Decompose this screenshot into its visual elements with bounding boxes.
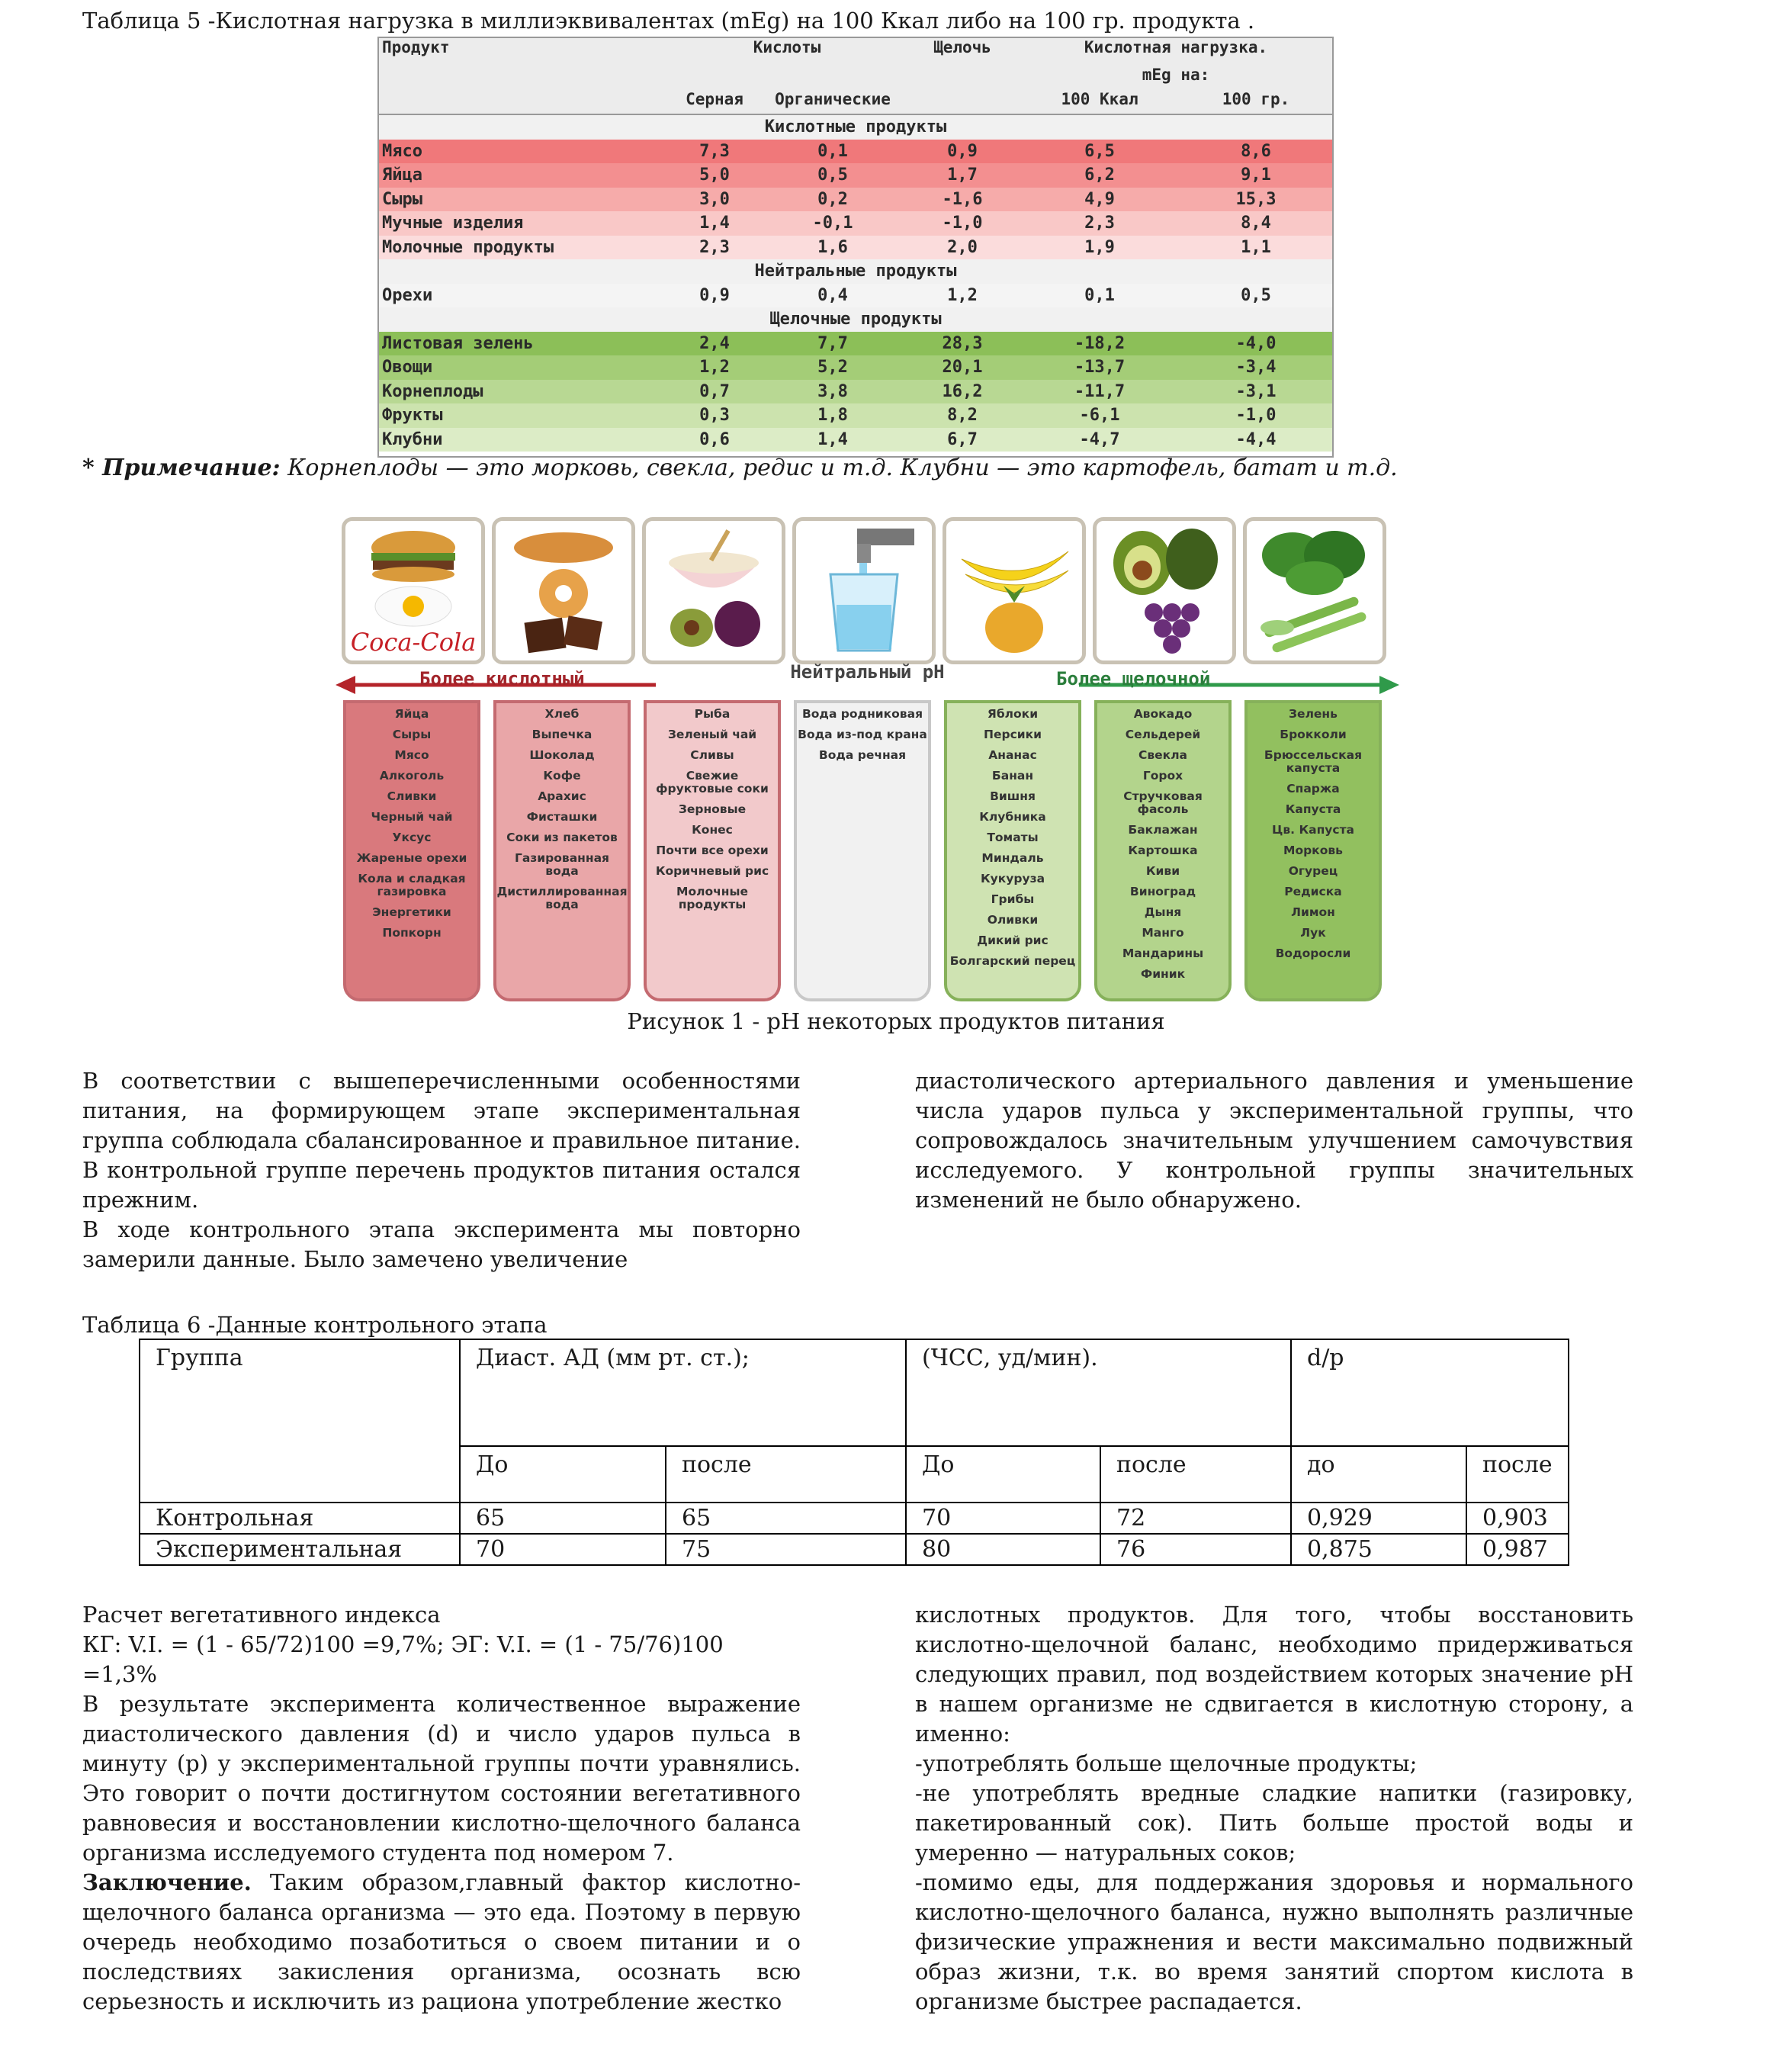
value-cell: 0,6 <box>699 429 730 449</box>
table-row <box>140 1534 1569 1565</box>
ph-food-item: Оливки <box>987 913 1039 927</box>
header-product: Продукт <box>379 38 669 66</box>
ph-food-item: Болгарский перец <box>949 954 1076 968</box>
left-p1-b: В ходе контрольного этапа эксперимента мы повторно замерили данные. Было замечено увеличение <box>82 1217 801 1272</box>
table-row <box>379 140 1332 164</box>
right-p1: диастолического артериального давления и уменьшение числа ударов пульса у экспериментальной группы, что сопровождалось значительным улучшением самочувствия исследуемого. У контрольной группы значительных изменений не было обнаружено. <box>915 1068 1633 1213</box>
section-header <box>379 259 1332 284</box>
ph-food-item: Уксус <box>392 831 432 844</box>
ph-food-item: Огурец <box>1288 864 1338 878</box>
result-text: В результате эксперимента количественное выражение диастолического давления (d) и число ударов пульса в минуту (р) у экспериментальной группы почти уравнялись. Это говорит о почти достигнутом состоянии вегетативного равновесия и восстановлении кислотно-щелочного баланса организма исследуемого студента под номером 7. <box>82 1691 801 1866</box>
value-cell: 1,2 <box>947 285 978 305</box>
ph-food-item: Сливки <box>387 789 437 803</box>
value-cell: 15,3 <box>1235 189 1277 209</box>
ph-food-item: Дыня <box>1144 905 1182 919</box>
header-per-kcal: 100 Ккал <box>1020 90 1180 115</box>
value-cell: 0,9 <box>947 141 978 161</box>
product-name: Молочные продукты <box>382 237 554 257</box>
t6-cell: 72 <box>1100 1503 1291 1534</box>
ph-food-item: Сельдерей <box>1125 728 1201 741</box>
value-cell: 0,9 <box>699 285 730 305</box>
conclusion-text: Таким образом,главный фактор кислотно-щелочного баланса организма — это еда. Поэтому в первую очередь необходимо позаботиться о своем питании и о последствиях закисления организма, осознать всю серьезность и исключить из рациона употребление жестко <box>82 1869 801 2014</box>
ph-food-item: Зерновые <box>678 802 747 816</box>
cola-logo: Coca-Cola <box>350 628 477 657</box>
t6-sub: до <box>1291 1446 1466 1503</box>
ph-column <box>644 700 781 1001</box>
header-organic: Органические <box>760 90 905 115</box>
ph-food-item: Яйца <box>394 707 429 721</box>
right-paragraph-2 <box>915 1600 1633 2017</box>
ph-food-item: Энергетики <box>372 905 451 919</box>
product-name: Листовая зелень <box>382 333 534 353</box>
ph-food-item: Лук <box>1300 926 1326 940</box>
value-cell: 6,2 <box>1084 166 1115 185</box>
product-name: Мясо <box>382 141 422 161</box>
ph-food-item: Газированная вода <box>514 851 610 878</box>
ph-column <box>343 700 480 1001</box>
table6-caption: Таблица 6 -Данные контрольного этапа <box>82 1312 548 1338</box>
value-cell: 4,9 <box>1084 189 1115 209</box>
ph-food-item: Спаржа <box>1286 782 1340 795</box>
header-load: Кислотная нагрузка. <box>1020 38 1332 66</box>
rule-item: -помимо еды, для поддержания здоровья и нормального кислотно-щелочного баланса, нужно выполнять различные физические упражнения и вести максимально подвижный образ жизни, т.к. во время занятий спортом кислота в организме быстрее распадается. <box>915 1869 1633 2014</box>
t6-cell: 0,987 <box>1466 1534 1569 1565</box>
ph-column <box>1094 700 1232 1001</box>
value-cell: -1,0 <box>1235 406 1277 426</box>
section-header <box>379 307 1332 332</box>
ph-food-item: Вода родниковая <box>801 707 923 721</box>
value-cell: -1,0 <box>942 214 983 233</box>
ph-food-item: Кофе <box>543 769 581 783</box>
value-cell: 7,3 <box>699 141 730 161</box>
rule-item: -употреблять больше щелочные продукты; <box>915 1750 1418 1776</box>
conclusion-label: Заключение. <box>82 1869 252 1895</box>
left-p1-a: В соответствии с вышеперечисленными особенностями питания, на формирующем этапе экспериментальная группа соблюдала сбалансированное и правильное питание. В контрольной группе перечень продуктов питания остался прежним. <box>82 1068 801 1213</box>
value-cell: 0,1 <box>1084 285 1115 305</box>
ph-food-item: Черный чай <box>371 810 453 824</box>
table-row <box>379 403 1332 428</box>
value-cell: 9,1 <box>1241 166 1271 185</box>
value-cell: -4,7 <box>1079 429 1120 449</box>
value-cell: 2,4 <box>699 333 730 353</box>
t6-sub: До <box>906 1446 1100 1503</box>
ph-column <box>944 700 1081 1001</box>
value-cell: 8,2 <box>947 406 978 426</box>
t6-cell: 0,875 <box>1291 1534 1466 1565</box>
control-stage-table <box>139 1339 1569 1566</box>
value-cell: 6,5 <box>1084 141 1115 161</box>
ph-food-item: Банан <box>991 769 1034 783</box>
left-paragraph-2 <box>82 1600 801 2017</box>
acid-load-table <box>377 37 1334 458</box>
value-cell: -3,1 <box>1235 381 1277 401</box>
ph-food-item: Авокадо <box>1133 707 1193 721</box>
ph-food-item: Кукуруза <box>980 872 1045 885</box>
header-acids: Кислоты <box>669 38 905 66</box>
right-paragraph-1 <box>915 1066 1633 1215</box>
ph-food-item: Вишня <box>990 789 1036 803</box>
ph-food-item: Яблоки <box>987 707 1039 721</box>
t6-group: Экспериментальная <box>140 1534 460 1565</box>
ph-food-item: Выпечка <box>531 728 593 741</box>
avocado-grapes-image <box>1093 517 1236 664</box>
table-row <box>379 163 1332 188</box>
value-cell: 3,8 <box>817 381 848 401</box>
ph-food-item: Водоросли <box>1275 947 1351 960</box>
ph-food-item: Дистиллированная вода <box>496 885 628 911</box>
value-cell: -4,0 <box>1235 333 1277 353</box>
table-row <box>379 428 1332 452</box>
greens-asparagus-image <box>1243 517 1386 664</box>
ph-food-item: Алкоголь <box>379 769 445 783</box>
value-cell: 5,0 <box>699 166 730 185</box>
value-cell: 1,7 <box>947 166 978 185</box>
t6-cell: 65 <box>460 1503 666 1534</box>
value-cell: 7,7 <box>817 333 848 353</box>
ph-food-item: Мясо <box>394 748 429 762</box>
t6-cell: 75 <box>666 1534 906 1565</box>
ph-food-item: Лимон <box>1291 905 1335 919</box>
ph-food-item: Дикий рис <box>977 934 1049 947</box>
ph-food-item: Рыба <box>694 707 731 721</box>
t6-header-hr: (ЧСС, уд/мин). <box>906 1339 1291 1446</box>
ph-food-item: Ананас <box>988 748 1037 762</box>
value-cell: 1,9 <box>1084 237 1115 257</box>
value-cell: 1,2 <box>699 358 730 378</box>
value-cell: -3,4 <box>1235 358 1277 378</box>
value-cell: 1,6 <box>817 237 848 257</box>
ph-food-item: Брокколи <box>1280 728 1347 741</box>
ph-food-item: Миндаль <box>981 851 1044 865</box>
table-row <box>379 188 1332 212</box>
ph-food-item: Вода речная <box>818 748 907 762</box>
banana-pineapple-image <box>943 517 1086 664</box>
ph-food-item: Попкорн <box>382 926 442 940</box>
more-acidic-label: Более кислотный <box>419 668 585 689</box>
value-cell: 20,1 <box>942 358 983 378</box>
header-alkali: Щелочь <box>905 38 1020 66</box>
conclusion <box>82 1868 801 2017</box>
t6-sub: До <box>460 1446 666 1503</box>
table-row <box>379 332 1332 356</box>
ph-food-item: Персики <box>983 728 1042 741</box>
ph-food-item: Мандарины <box>1122 947 1204 960</box>
value-cell: 1,4 <box>817 429 848 449</box>
ph-food-item: Зелень <box>1289 707 1338 721</box>
ph-food-item: Почти все орехи <box>656 844 769 857</box>
header-per-gr: 100 гр. <box>1180 90 1332 115</box>
product-name: Мучные изделия <box>382 214 524 233</box>
ph-food-item: Хлеб <box>544 707 580 721</box>
ph-food-item: Баклажан <box>1128 823 1198 837</box>
ph-food-item: Кола и сладкая газировка <box>358 872 466 898</box>
ph-food-item: Морковь <box>1283 844 1343 857</box>
t6-sub: после <box>1466 1446 1569 1503</box>
value-cell: 2,3 <box>1084 214 1115 233</box>
ph-food-item: Грибы <box>991 892 1035 906</box>
more-alkaline-label: Более щелочной <box>1056 668 1211 689</box>
ph-food-item: Конес <box>692 823 733 837</box>
value-cell: 2,3 <box>699 237 730 257</box>
value-cell: 8,4 <box>1241 214 1271 233</box>
header-load-unit: mEg на: <box>1020 66 1332 90</box>
value-cell: 5,2 <box>817 358 848 378</box>
header-sulfur: Серная <box>669 90 760 115</box>
ph-food-item: Клубника <box>979 810 1046 824</box>
t6-cell: 70 <box>460 1534 666 1565</box>
table5-note <box>82 455 1398 481</box>
t6-group: Контрольная <box>140 1503 460 1534</box>
product-name: Клубни <box>382 429 443 449</box>
value-cell: -6,1 <box>1079 406 1120 426</box>
table-row <box>379 236 1332 260</box>
value-cell: 1,8 <box>817 406 848 426</box>
table5-caption: Таблица 5 -Кислотная нагрузка в миллиэквивалентах (mEg) на 100 Ккал либо на 100 гр. продукта . <box>82 8 1255 34</box>
bread-chocolate-image <box>492 517 635 664</box>
t6-sub: после <box>666 1446 906 1503</box>
product-name: Корнеплоды <box>382 381 483 401</box>
value-cell: 8,6 <box>1241 141 1271 161</box>
neutral-ph-label: Нейтральный рН <box>790 661 945 683</box>
t6-header-dp: d/p <box>1291 1339 1569 1446</box>
ph-food-item: Горох <box>1142 769 1183 783</box>
table-row <box>379 284 1332 308</box>
table-row <box>379 355 1332 380</box>
value-cell: 0,7 <box>699 381 730 401</box>
section-header <box>379 114 1332 140</box>
value-cell: 6,7 <box>947 429 978 449</box>
value-cell: -11,7 <box>1074 381 1126 401</box>
t6-cell: 0,929 <box>1291 1503 1466 1534</box>
ph-food-item: Манго <box>1142 926 1184 940</box>
ph-food-item: Коричневый рис <box>655 864 769 878</box>
section-title: Щелочные продукты <box>379 307 1332 332</box>
ph-food-figure <box>336 509 1399 1005</box>
ph-food-item: Капуста <box>1285 802 1341 816</box>
ph-food-item: Сливы <box>690 748 734 762</box>
rules-intro: кислотных продуктов. Для того, чтобы восстановить кислотно-щелочной баланс, необходимо придерживаться следующих правил, под воздействием которых значение рН в нашем организме не сдвигается в кислотную сторону, а именно: <box>915 1602 1633 1747</box>
oats-plum-image <box>642 517 785 664</box>
t6-cell: 80 <box>906 1534 1100 1565</box>
left-paragraph-1 <box>82 1066 801 1274</box>
value-cell: 0,4 <box>817 285 848 305</box>
ph-food-item: Цв. Капуста <box>1271 823 1355 837</box>
figure-caption: Рисунок 1 - рН некоторых продуктов питания <box>627 1008 1165 1034</box>
value-cell: 1,4 <box>699 214 730 233</box>
t6-header-dad: Диаст. АД (мм рт. ст.); <box>460 1339 906 1446</box>
rule-item: -не употреблять вредные сладкие напитки (газировку, пакетированный сок). Пить больше простой воды и умеренно — натуральных соков; <box>915 1780 1633 1866</box>
value-cell: -1,6 <box>942 189 983 209</box>
water-glass-image <box>792 517 936 664</box>
value-cell: -4,4 <box>1235 429 1277 449</box>
value-cell: 0,5 <box>1241 285 1271 305</box>
value-cell: 0,3 <box>699 406 730 426</box>
ph-food-item: Свежие фруктовые соки <box>656 769 769 795</box>
ph-food-item: Свекла <box>1138 748 1188 762</box>
t6-sub: после <box>1100 1446 1291 1503</box>
value-cell: 16,2 <box>942 381 983 401</box>
value-cell: 3,0 <box>699 189 730 209</box>
vi-title: Расчет вегетативного индекса <box>82 1602 441 1628</box>
t6-cell: 70 <box>906 1503 1100 1534</box>
ph-food-item: Жареные орехи <box>356 851 467 865</box>
ph-food-item: Шоколад <box>529 748 595 762</box>
ph-column <box>1244 700 1382 1001</box>
value-cell: 0,1 <box>817 141 848 161</box>
ph-food-item: Соки из пакетов <box>506 831 618 844</box>
section-title: Кислотные продукты <box>379 114 1332 140</box>
ph-food-item: Томаты <box>987 831 1039 844</box>
value-cell: 2,0 <box>947 237 978 257</box>
ph-food-item: Киви <box>1145 864 1180 878</box>
product-name: Овощи <box>382 358 433 378</box>
ph-food-item: Виноград <box>1129 885 1196 898</box>
value-cell: 1,1 <box>1241 237 1271 257</box>
vi-formula: КГ: V.I. = (1 - 65/72)100 =9,7%; ЭГ: V.I. = (1 - 75/76)100 =1,3% <box>82 1631 724 1687</box>
table-row <box>140 1503 1569 1534</box>
ph-food-item: Сыры <box>392 728 432 741</box>
value-cell: -0,1 <box>812 214 853 233</box>
table-row <box>379 380 1332 404</box>
ph-food-item: Финик <box>1140 967 1186 981</box>
ph-food-item: Молочные продукты <box>676 885 748 911</box>
burger-egg-cola-image <box>342 517 485 664</box>
value-cell: 28,3 <box>942 333 983 353</box>
value-cell: -13,7 <box>1074 358 1126 378</box>
t6-cell: 0,903 <box>1466 1503 1569 1534</box>
product-name: Орехи <box>382 285 433 305</box>
section-title: Нейтральные продукты <box>379 259 1332 284</box>
ph-food-item: Арахис <box>538 789 586 803</box>
value-cell: -18,2 <box>1074 333 1126 353</box>
t6-header-group: Группа <box>140 1339 460 1503</box>
ph-food-item: Вода из-под крана <box>798 728 927 741</box>
value-cell: 0,2 <box>817 189 848 209</box>
ph-food-item: Стручковая фасоль <box>1123 789 1203 816</box>
ph-food-item: Картошка <box>1128 844 1198 857</box>
ph-food-item: Фисташки <box>526 810 598 824</box>
table-row <box>379 211 1332 236</box>
product-name: Яйца <box>382 166 422 185</box>
note-label: * Примечание: <box>82 455 281 481</box>
ph-column <box>493 700 631 1001</box>
product-name: Фрукты <box>382 406 443 426</box>
ph-food-item: Брюссельская капуста <box>1264 748 1363 775</box>
ph-food-item: Зеленый чай <box>667 728 757 741</box>
t6-cell: 76 <box>1100 1534 1291 1565</box>
note-text: Корнеплоды — это морковь, свекла, редис и т.д. Клубни — это картофель, батат и т.д. <box>280 455 1398 481</box>
value-cell: 0,5 <box>817 166 848 185</box>
ph-food-item: Редиска <box>1284 885 1342 898</box>
product-name: Сыры <box>382 189 422 209</box>
ph-column <box>794 700 931 1001</box>
t6-cell: 65 <box>666 1503 906 1534</box>
